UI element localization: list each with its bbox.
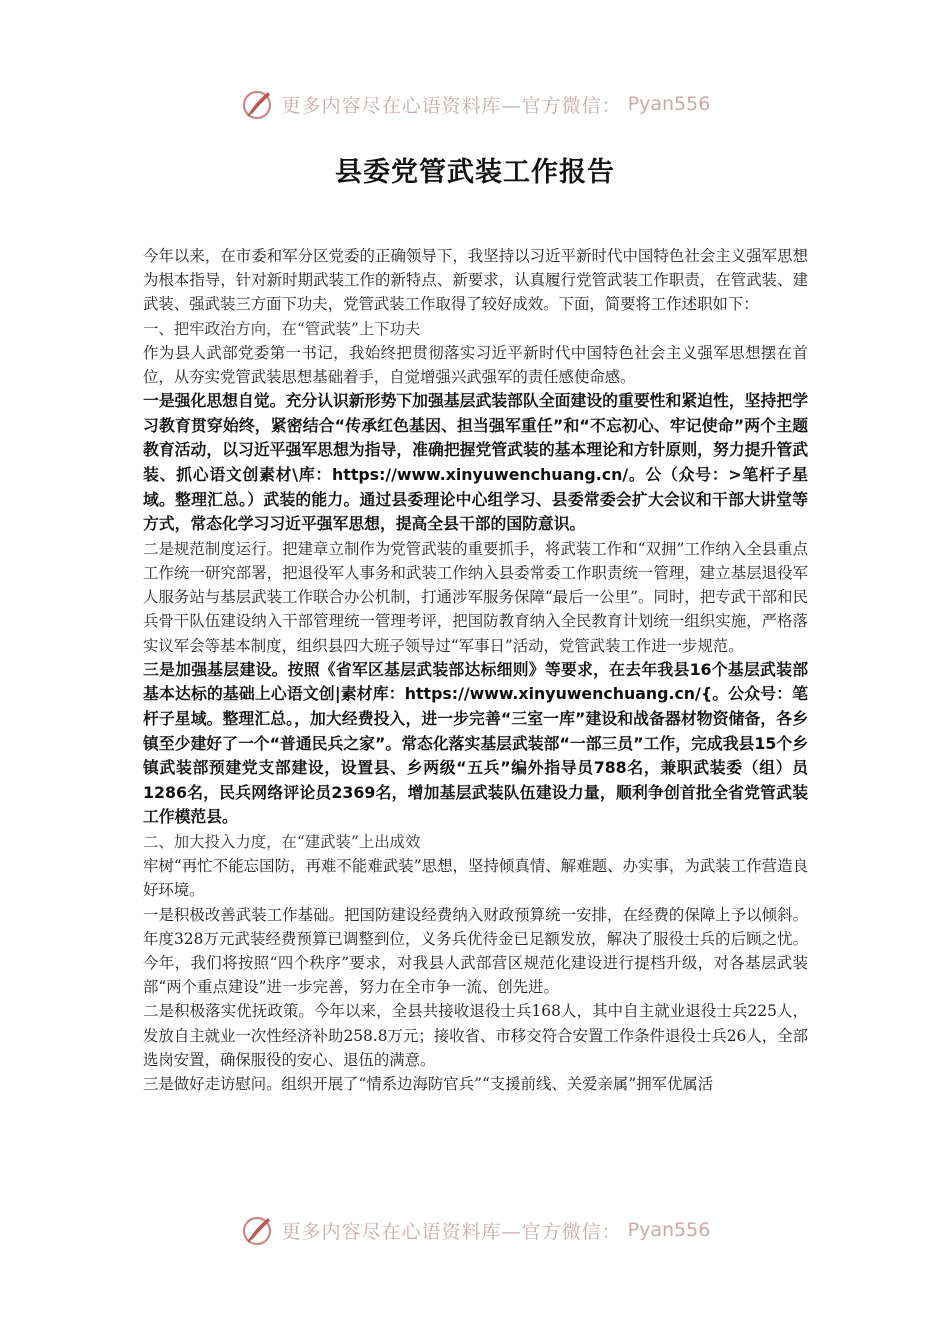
paragraph: 一是强化思想自觉。充分认识新形势下加强基层武装部队全面建设的重要性和紧迫性，坚持把学习教育贯穿始终，紧密结合“传承红色基因、担当强军重任”和“不忘初心、牢记使命”两个主题教育活动，以习近平强军思想为指导，准确把握党管武装的基本理论和方针原则，努力提升管武装、抓心语文创素材\库：https://www.xinyuwenchuang.cn/。公（众号：>笔杆子星域。整理汇总。）武装的能力。通过县委理论中心组学习、县委常委会扩大会议和干部大讲堂等方式，常态化学习习近平强军思想，提高全县干部的国防意识。: [143, 391, 808, 534]
paragraph: 二是积极落实优抚政策。今年以来，全县共接收退役士兵168人，其中自主就业退役士兵225人，发放自主就业一次性经济补助258.8万元；接收省、市移交符合安置工作条件退役士兵26人，全部选岗安置，确保服役的安心、退伍的满意。: [143, 1002, 808, 1069]
paragraph: 作为县人武部党委第一书记，我始终把贯彻落实习近平新时代中国特色社会主义强军思想摆在首位，从夯实党管武装思想基础着手，自觉增强兴武强军的责任感使命感。: [143, 343, 808, 387]
paragraph: 三是加强基层建设。按照《省军区基层武装部达标细则》等要求，在去年我县16个基层武装部基本达标的基础上心语文创|素材库：https://www.xinyuwenchuang.cn/{。公众号：笔杆子星域。整理汇总。，加大经费投入，进一步完善“三室一库”建设和战备器材物资储备，各乡镇至少建好了一个“普通民兵之家”。常态化落实基层武装部“一部三员”工作，完成我县15个乡镇武装部预建党支部建设，设置县、乡两级“五兵”编外指导员788名，兼职武装委（组）员1286名，民兵网络评论员2369名，增加基层武装队伍建设力量，顺利争创首批全省党管武装工作模范县。: [143, 659, 808, 827]
paragraph: 一是积极改善武装工作基础。把国防建设经费纳入财政预算统一安排，在经费的保障上予以倾斜。年度328万元武装经费预算已调整到位，义务兵优待金已足额发放，解决了服役士兵的后顾之忧。今年，我们将按照“四个秩序”要求，对我县人武部营区规范化建设进行提档升级，对各基层武装部“两个重点建设”进一步完善，努力在全市争一流、创先进。: [143, 905, 808, 997]
paragraph: 今年以来，在市委和军分区党委的正确领导下，我坚持以习近平新时代中国特色社会主义强军思想为根本指导，针对新时期武装工作的新特点、新要求，认真履行党管武装工作职责，在管武装、建武装、强武装三方面下功夫，党管武装工作取得了较好成效。下面，简要将工作述职如下：: [143, 247, 808, 314]
banner-wechat-id: Pyan556: [627, 1219, 711, 1241]
header-banner: [0, 84, 950, 124]
paragraph: 二是规范制度运行。把建章立制作为党管武装的重要抓手，将武装工作和“双拥”工作纳入全县重点工作统一研究部署，把退役军人事务和武装工作纳入县委常委工作职责统一管理，建立基层退役军人服务站与基层武装工作联合办公机制，打通涉军服务保障“最后一公里”。同时，把专武干部和民兵骨干队伍建设纳入干部管理统一管理考评，把国防教育纳入全民教育计划统一组织实施，严格落实议军会等基本制度，组织县四大班子领导过“军事日”活动，党管武装工作进一步规范。: [143, 539, 808, 655]
paragraph: 三是做好走访慰问。组织开展了“情系边海防官兵”“支援前线、关爱亲属”拥军优属活: [143, 1074, 714, 1093]
pen-logo-icon: [240, 86, 276, 122]
pen-logo-icon: [240, 1212, 276, 1248]
banner-text: 更多内容尽在心语资料库—官方微信：: [281, 94, 622, 117]
banner-text: 更多内容尽在心语资料库—官方微信：: [281, 1220, 622, 1243]
paragraph: 牢树“再忙不能忘国防，再难不能难武装”思想，坚持倾真情、解难题、办实事，为武装工作营造良好环境。: [143, 857, 808, 900]
banner-wechat-id: Pyan556: [627, 93, 711, 115]
page-title: 县委党管武装工作报告: [335, 157, 615, 188]
report-body: [143, 244, 808, 1096]
section-heading: 一、把牢政治方向，在“管武装”上下功夫: [143, 319, 421, 338]
footer-banner: [0, 1210, 950, 1250]
section-heading: 二、加大投入力度，在“建武装”上出成效: [143, 832, 421, 851]
